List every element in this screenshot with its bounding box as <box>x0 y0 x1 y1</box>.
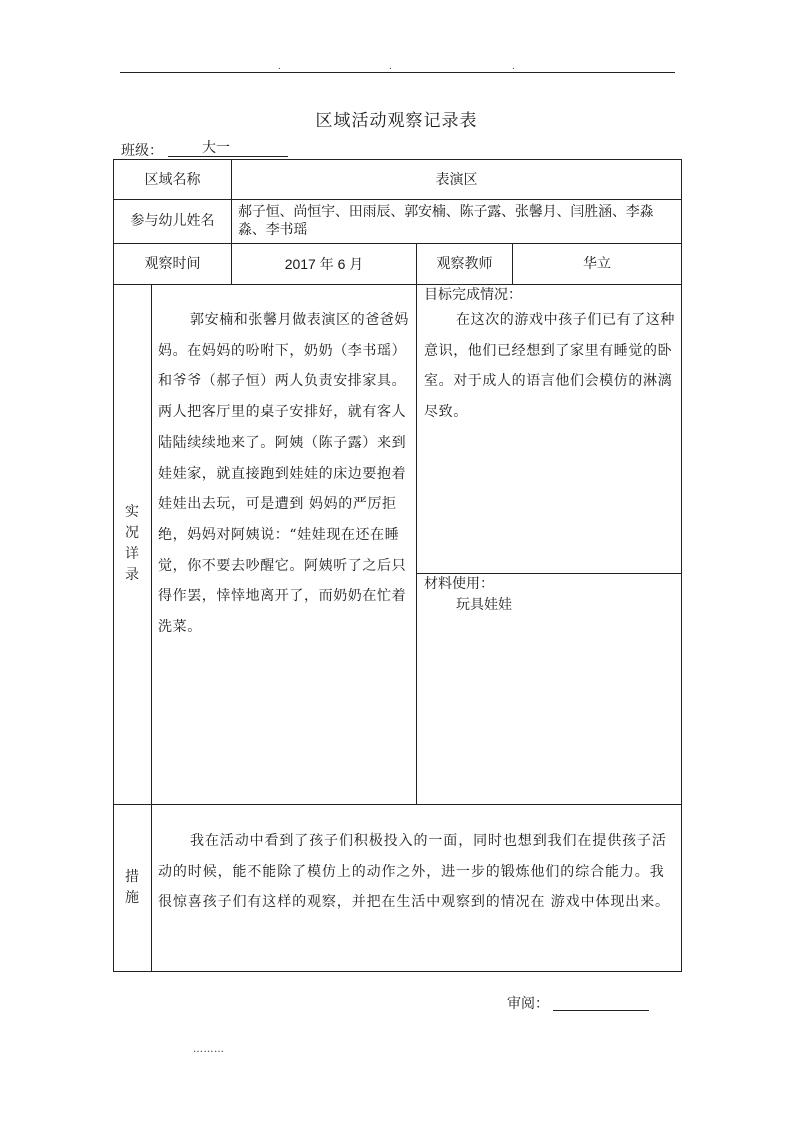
table-border-left <box>113 159 114 972</box>
record-label: 实 况 详 录 <box>125 504 139 583</box>
review-label: 审阅： <box>507 996 549 1012</box>
children-label: 参与幼儿姓名 <box>130 213 215 229</box>
children-value: 郝子恒、尚恒宇、田雨辰、郭安楠、陈子露、张馨月、闫胜涵、李淼淼、李书瑶 <box>238 204 654 238</box>
material-label: 材料使用： <box>424 576 494 592</box>
header-dot: . <box>389 62 392 72</box>
document-title: 区域活动观察记录表 <box>315 111 478 131</box>
time-value: 2017 年 6 月 <box>284 256 364 272</box>
record-text: 郭安楠和张馨月做表演区的爸爸妈妈。在妈妈的吩咐下，奶奶（李书瑶）和爷爷（郝子恒）两人负责安排家具。两人把客厅里的桌子安排好，就有客人陆陆续续地来了。阿姨（陈子露）来到娃娃家，就直接跑到娃娃的床边要抱着娃娃出去玩，可是遭到 妈妈的严厉拒绝，妈妈对阿姨说：“娃娃现在还在睡觉，你不要去吵醒它。阿姨听了之后只得作罢，悻悻地离开了，而奶奶在忙着洗菜。 <box>158 312 409 636</box>
area-name-label: 区域名称 <box>144 172 201 188</box>
column-divider <box>416 243 417 805</box>
measure-text: 我在活动中看到了孩子们积极投入的一面，同时也想到我们在提供孩子活动的时候，能不能除了模仿上的动作之外，进一步的锻炼他们的综合能力。我很惊喜孩子们有这样的观察，并把在生活中观察到的情况在 游戏中体现出来。 <box>158 833 670 911</box>
material-text: 玩具娃娃 <box>456 597 512 613</box>
table-border-right <box>681 159 682 972</box>
time-label: 观察时间 <box>144 256 201 272</box>
footer-dots: ……… <box>193 1044 225 1055</box>
row-divider <box>113 199 682 200</box>
teacher-label: 观察教师 <box>436 256 493 272</box>
row-divider <box>113 243 682 244</box>
column-divider <box>151 284 152 972</box>
goal-label: 目标完成情况： <box>424 287 522 303</box>
review-signature-line <box>553 1010 649 1011</box>
header-dot: . <box>512 62 515 72</box>
row-divider <box>113 284 682 285</box>
class-value: 大一 <box>168 140 288 157</box>
goal-text: 在这次的游戏中孩子们已有了这种意识，他们已经想到了家里有睡觉的卧室。对于成人的语言他们会模仿的淋漓尽致。 <box>424 312 675 421</box>
header-dot: . <box>278 62 281 72</box>
header-rule <box>120 72 675 73</box>
row-divider <box>416 573 682 574</box>
teacher-value: 华立 <box>583 256 611 272</box>
table-border-top <box>113 159 682 160</box>
row-divider <box>113 804 682 805</box>
table-border-bottom <box>113 971 682 972</box>
measure-label: 措 施 <box>125 869 139 906</box>
area-name-value: 表演区 <box>435 172 478 188</box>
class-label: 班级： <box>121 143 163 159</box>
